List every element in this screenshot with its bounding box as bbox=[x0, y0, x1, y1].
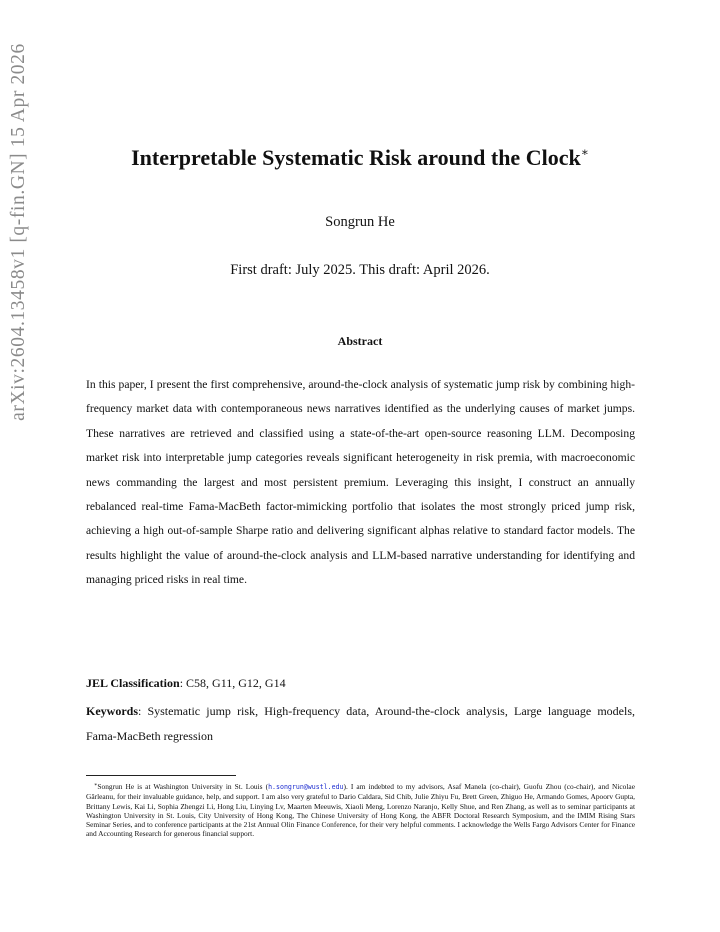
footnote-text-rest: ). I am indebted to my advisors, Asaf Manela (co-chair), Guofu Zhou (co-chair), and Nicolae Gârleanu, for their invaluable guidance, help, and support. I am also very grateful to Dario Caldara, Sid Chib, Julie Zhiyu Fu, Brett Green, Zhiguo He, Armando Gomes, Apoorv Gupta, Brittany Lewis, Kai Li, Sophia Zhengzi Li, Hong Liu, Linying Lv, Maarten Meeuwis, Xiaoli Meng, Lorenzo Naranjo, Kelly Shue, and Ren Zhang, as well as to seminar participants at Washington University in St. Louis, City University of Hong Kong, The Chinese University of Hong Kong, the ABFR Doctoral Research Symposium, and the IMIM Rising Stars Seminar Series, and to conference participants at the 21st Annual Olin Finance Conference, for their very helpful comments. I acknowledge the Wells Fargo Advisors Center for Finance and Accounting Research for generous financial support. bbox=[86, 782, 635, 839]
paper-title-text: Interpretable Systematic Risk around the Clock bbox=[131, 145, 581, 170]
keywords-label: Keywords bbox=[86, 704, 138, 718]
abstract-body: In this paper, I present the first comprehensive, around-the-clock analysis of systematic jump risk by combining high-frequency market data with contemporaneous news narratives identified as the underlying causes of market jumps. These narratives are retrieved and classified using a state-of-the-art open-source reasoning LLM. Decomposing market risk into interpretable jump categories reveals significant heterogeneity in risk premia, with macroeconomic news commanding the largest and most persistent premium. Leveraging this insight, I construct an annually rebalanced real-time Fama-MacBeth factor-mimicking portfolio that isolates the most strongly priced jump risk, achieving a high out-of-sample Sharpe ratio and delivering significant alphas relative to standard factor models. The results highlight the value of around-the-clock analysis and LLM-based narrative understanding for identifying and managing priced risks in real time. bbox=[86, 378, 635, 587]
arxiv-identifier-stamp[interactable]: arXiv:2604.13458v1 [q-fin.GN] 15 Apr 2026 bbox=[8, 43, 29, 421]
footnote-divider bbox=[86, 775, 236, 776]
jel-codes: : C58, G11, G12, G14 bbox=[179, 676, 286, 690]
author-email-link[interactable]: h.songrun@wustl.edu bbox=[268, 783, 344, 791]
jel-label: JEL Classification bbox=[86, 676, 180, 690]
keywords-list: : Systematic jump risk, High-frequency data, Around-the-clock analysis, Large language models, Fama-MacBeth regression bbox=[86, 704, 635, 743]
title-footnote-marker[interactable]: ∗ bbox=[580, 145, 589, 159]
draft-dates: First draft: July 2025. This draft: April 2026. bbox=[230, 262, 490, 278]
author-footnote bbox=[86, 781, 635, 839]
keywords bbox=[86, 699, 635, 749]
footnote-marker: ∗ bbox=[94, 783, 98, 788]
footnote-text-start: Songrun He is at Washington University in St. Louis ( bbox=[97, 782, 269, 791]
jel-classification bbox=[86, 674, 635, 692]
abstract-heading: Abstract bbox=[337, 334, 383, 348]
author-name: Songrun He bbox=[325, 214, 395, 230]
paper-title bbox=[80, 145, 640, 171]
